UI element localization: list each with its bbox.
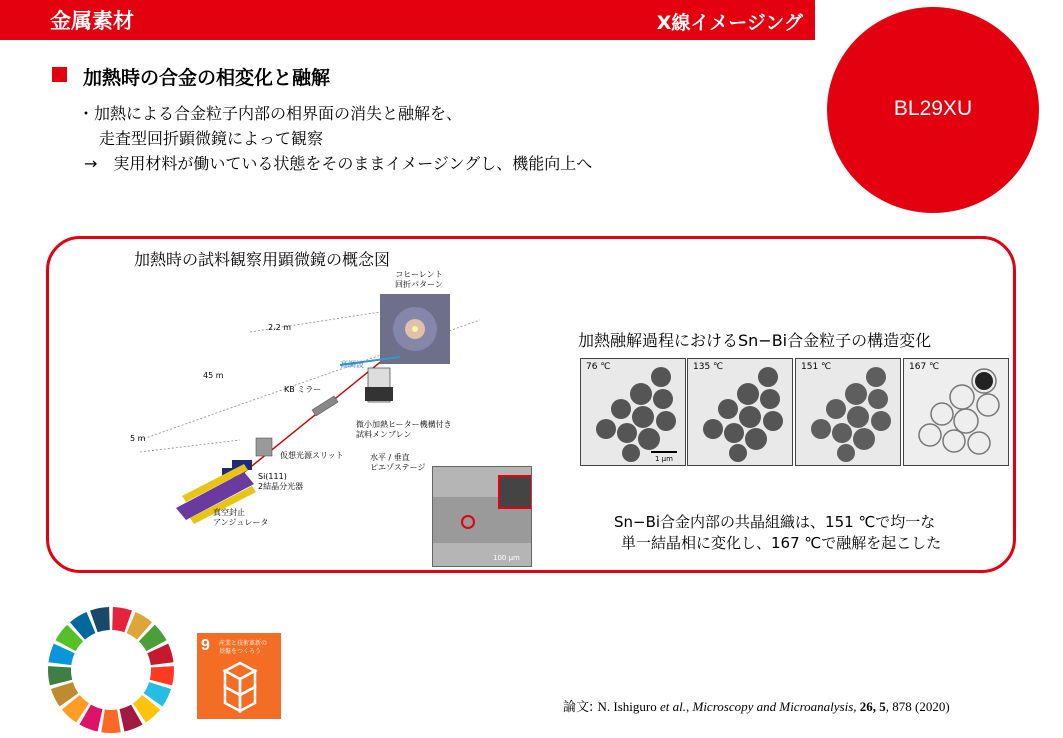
header-bar	[0, 0, 815, 40]
sdg-wheel-segment	[101, 710, 120, 733]
sdg-wheel-segment	[150, 666, 174, 685]
citation-label: 論文:	[563, 700, 598, 715]
micrograph-76	[580, 358, 686, 466]
sdg9-text: 産業と技術革新の 基盤をつくろう	[219, 640, 268, 655]
beamline-label: BL29XU	[893, 97, 973, 120]
sem-inset	[432, 466, 532, 567]
citation-etal: et al.,	[659, 699, 690, 714]
label-stage: 水平 / 垂直 ピエゾステージ	[370, 453, 426, 472]
micrographs-title: 加熱融解過程におけるSn−Bi合金粒子の構造変化	[578, 331, 932, 350]
micrograph-scale: 1 μm	[655, 455, 673, 463]
membrane-base	[365, 387, 393, 401]
label-45m: 45 m	[203, 371, 224, 380]
label-slit: 仮想光源スリット	[280, 451, 344, 460]
virtual-slit	[256, 438, 272, 456]
label-si111: Si(111) 2結晶分光器	[258, 472, 304, 491]
section-heading: 加熱時の合金の相変化と融解	[83, 67, 331, 89]
label-coherent: コヒーレント 回折パターン	[395, 270, 443, 289]
beamline-badge	[827, 7, 1039, 213]
section-line-3: → 実用材料が働いている状態をそのままイメージングし、機能向上へ	[84, 154, 593, 173]
label-5m: 5 m	[130, 434, 146, 443]
micrograph-151	[795, 358, 901, 466]
citation	[563, 696, 950, 715]
label-kb: KB ミラー	[284, 385, 322, 394]
citation-issue: , 5	[872, 699, 886, 714]
sdg-wheel-icon	[45, 606, 177, 734]
section-line-1: ・加熱による合金粒子内部の相界面の消失と融解を、	[78, 104, 463, 123]
citation-journal: Microscopy and Microanalysis,	[689, 699, 857, 714]
sdg9-icon	[197, 633, 281, 719]
label-undulator: 真空封止 アンジュレータ	[213, 508, 269, 527]
sdg9-number: 9	[201, 637, 210, 654]
temp-151: 151 ℃	[801, 362, 832, 372]
micrograph-135	[687, 358, 793, 466]
sem-scale: 100 μm	[493, 554, 520, 562]
sdg-wheel-segment	[48, 666, 72, 685]
section-line-2: 走査型回折顕微鏡によって観察	[99, 129, 324, 148]
kb-mirror	[312, 396, 338, 416]
diagram-title: 加熱時の試料観察用顕微鏡の概念図	[134, 250, 391, 269]
label-beam: 高調波	[340, 360, 364, 369]
result-note-1: Sn−Bi合金内部の共晶組織は、151 ℃で均一な	[614, 513, 936, 531]
guide-5m	[140, 440, 240, 452]
citation-pages: , 878 (2020)	[885, 699, 950, 714]
header-tag: X線イメージング	[656, 12, 803, 34]
citation-authors: N. Ishiguro	[597, 699, 660, 714]
header-title: 金属素材	[50, 9, 134, 33]
section-bullet	[52, 67, 67, 82]
result-note-2: 単一結晶相に変化し、167 ℃で融解を起こした	[621, 534, 942, 552]
temp-167: 167 ℃	[909, 362, 940, 372]
temp-76: 76 ℃	[586, 362, 611, 372]
label-22m: 2.2 m	[268, 323, 292, 332]
citation-volume: 26	[856, 699, 873, 714]
temp-135: 135 ℃	[693, 362, 724, 372]
micrograph-167	[903, 358, 1009, 466]
label-heater: 微小加熱ヒーター機構付き 試料メンブレン	[356, 420, 452, 439]
